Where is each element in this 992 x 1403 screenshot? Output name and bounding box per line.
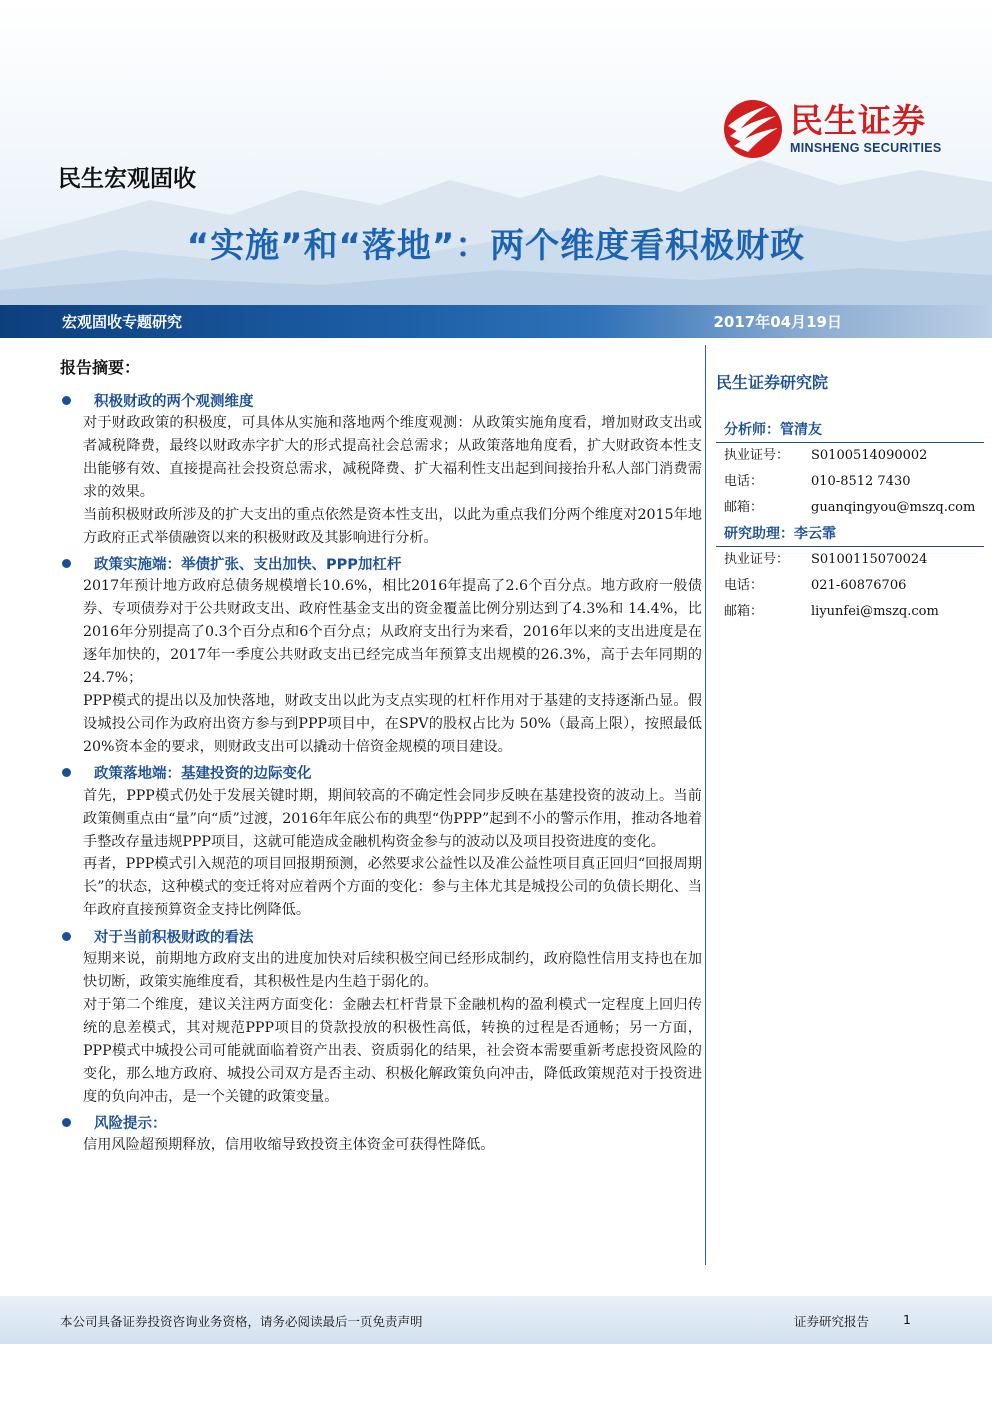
paragraph: PPP模式的提出以及加快落地，财政支出以此为支点实现的杠杆作用对于基建的支持逐渐凸显。假设城投公司作为政府出资方参与到PPP项目中，在SPV的股权占比为 50%（最高上限），按照最低 20%资本金的要求，则财政支出可以撬动十倍资金规模的项目建设。 bbox=[83, 692, 702, 755]
report-category: 宏观固收专题研究 bbox=[62, 313, 183, 331]
paragraph: 信用风险超预期释放，信用收缩导致投资主体资金可获得性降低。 bbox=[83, 1137, 495, 1154]
minsheng-logo-icon bbox=[722, 98, 784, 160]
info-value: 010-8512 7430 bbox=[811, 474, 911, 489]
research-institute: 民生证券研究院 bbox=[716, 373, 829, 392]
abstract-column bbox=[60, 355, 702, 1157]
section-heading bbox=[60, 551, 702, 575]
report-date: 2017年04月19日 bbox=[713, 313, 842, 331]
info-value: S0100115070024 bbox=[811, 552, 928, 567]
info-key: 执业证号： bbox=[724, 448, 790, 463]
page-number: 1 bbox=[903, 1312, 911, 1327]
paragraph: 首先，PPP模式仍处于发展关键时期，期间较高的不确定性会同步反映在基建投资的波动上。当前政策侧重点由“量”向“质”过渡，2016年年底公布的典型“伪PPP”起到不小的警示作用，推动各地着手整改存量违规PPP项目，这就可能造成金融机构资金参与的波动以及项目投资进度的变化。 bbox=[83, 787, 703, 850]
section-heading-text: 政策落地端：基建投资的边际变化 bbox=[94, 766, 312, 783]
info-key: 电话： bbox=[724, 578, 764, 593]
info-key: 邮箱： bbox=[724, 604, 764, 619]
section-heading bbox=[60, 761, 702, 785]
analyst-email-row bbox=[716, 495, 984, 521]
info-key: 电话： bbox=[724, 474, 764, 489]
abstract-label: 报告摘要： bbox=[60, 358, 141, 377]
section-heading bbox=[60, 1110, 702, 1134]
abstract-section bbox=[60, 551, 702, 758]
footer-doc-type: 证券研究报告 bbox=[794, 1314, 870, 1329]
paragraph: 对于第二个维度，建议关注两方面变化：金融去杠杆背景下金融机构的盈利模式一定程度上回归传统的息差模式，其对规范PPP项目的贷款投放的积极性高低，转换的过程是否通畅；另一方面，PPP模式中城投公司可能就面临着资产出表、资质弱化的结果，社会资本需要重新考虑投资风险的变化，那么地方政府、城投公司双方是否主动、积极化解政策负向冲击，降低政策规范对于投资进度的负向冲击，是一个关键的政策变量。 bbox=[83, 996, 702, 1105]
info-value: 021-60876706 bbox=[811, 578, 907, 593]
assistant-email-row bbox=[716, 599, 984, 625]
bullet-icon bbox=[62, 396, 71, 405]
section-heading bbox=[60, 388, 702, 412]
assistant-license-row bbox=[716, 547, 984, 573]
paragraph: 2017年预计地方政府总债务规模增长10.6%，相比2016年提高了2.6个百分点。地方政府一般债券、专项债券对于公共财政支出、政府性基金支出的资金覆盖比例分别达到了4.3%和 14.4%，比2016年分别提高了0.3个百分点和6个百分点；从政府支出行为来看，2016年以来的支出进度是在逐年加快的，2017年一季度公共财政支出已经完成当年预算支出规模的26.3%，高于去年同期的24.7%； bbox=[83, 578, 702, 687]
section-heading-text: 对于当前积极财政的看法 bbox=[94, 929, 254, 946]
info-value: S0100514090002 bbox=[811, 448, 928, 463]
report-title: “实施”和“落地”：两个维度看积极财政 bbox=[186, 226, 806, 266]
info-key: 执业证号： bbox=[724, 552, 790, 567]
risk-section bbox=[60, 1110, 702, 1157]
page-footer bbox=[0, 1296, 992, 1344]
assistant-email-link[interactable]: liyunfei@mszq.com bbox=[811, 604, 939, 619]
assistant-phone-row bbox=[716, 573, 984, 599]
logo-chinese-name: 民生证券 bbox=[790, 101, 926, 140]
section-heading-text: 风险提示： bbox=[94, 1115, 167, 1132]
report-series: 民生宏观固收 bbox=[58, 166, 196, 192]
logo-english-name: MINSHENG SECURITIES bbox=[790, 141, 942, 155]
section-heading bbox=[60, 924, 702, 948]
abstract-section bbox=[60, 388, 702, 549]
bullet-icon bbox=[62, 932, 71, 941]
bullet-icon bbox=[62, 1118, 71, 1127]
analyst-sidebar bbox=[716, 370, 984, 625]
bullet-icon bbox=[62, 559, 71, 568]
info-key: 邮箱： bbox=[724, 500, 764, 515]
abstract-section bbox=[60, 761, 702, 922]
assistant-heading: 研究助理：李云霏 bbox=[716, 523, 984, 547]
paragraph: 再者，PPP模式引入规范的项目回报期预测，必然要求公益性以及准公益性项目真正回归“回报周期长”的状态，这种模式的变迁将对应着两个方面的变化：参与主体尤其是城投公司的负债长期化、当年政府直接预算资金支持比例降低。 bbox=[83, 856, 702, 919]
paragraph: 对于财政政策的积极度，可具体从实施和落地两个维度观测：从政策实施角度看，增加财政支出或者减税降费，最终以财政赤字扩大的形式提高社会总需求；从政策落地角度看，扩大财政资本性支出能够有效、直接提高社会投资总需求，减税降费、扩大福利性支出起到间接抬升私人部门消费需求的效果。 bbox=[83, 415, 702, 500]
paragraph: 当前积极财政所涉及的扩大支出的重点依然是资本性支出，以此为重点我们分两个维度对2015年地方政府正式举债融资以来的积极财政及其影响进行分析。 bbox=[83, 506, 702, 546]
category-banner bbox=[0, 305, 992, 338]
paragraph: 短期来说，前期地方政府支出的进度加快对后续积极空间已经形成制约，政府隐性信用支持也在加快切断，政策实施维度看，其积极性是内生趋于弱化的。 bbox=[83, 951, 702, 991]
sidebar-divider bbox=[705, 345, 706, 1265]
analyst-phone-row bbox=[716, 469, 984, 495]
analyst-email-link[interactable]: guanqingyou@mszq.com bbox=[811, 500, 976, 515]
abstract-section bbox=[60, 924, 702, 1108]
analyst-heading: 分析师：管清友 bbox=[716, 419, 984, 443]
analyst-license-row bbox=[716, 443, 984, 469]
company-logo bbox=[722, 98, 942, 160]
section-heading-text: 积极财政的两个观测维度 bbox=[94, 393, 254, 410]
bullet-icon bbox=[62, 768, 71, 777]
footer-disclaimer: 本公司具备证券投资咨询业务资格，请务必阅读最后一页免责声明 bbox=[60, 1314, 423, 1329]
section-heading-text: 政策实施端：举债扩张、支出加快、PPP加杠杆 bbox=[94, 556, 402, 573]
